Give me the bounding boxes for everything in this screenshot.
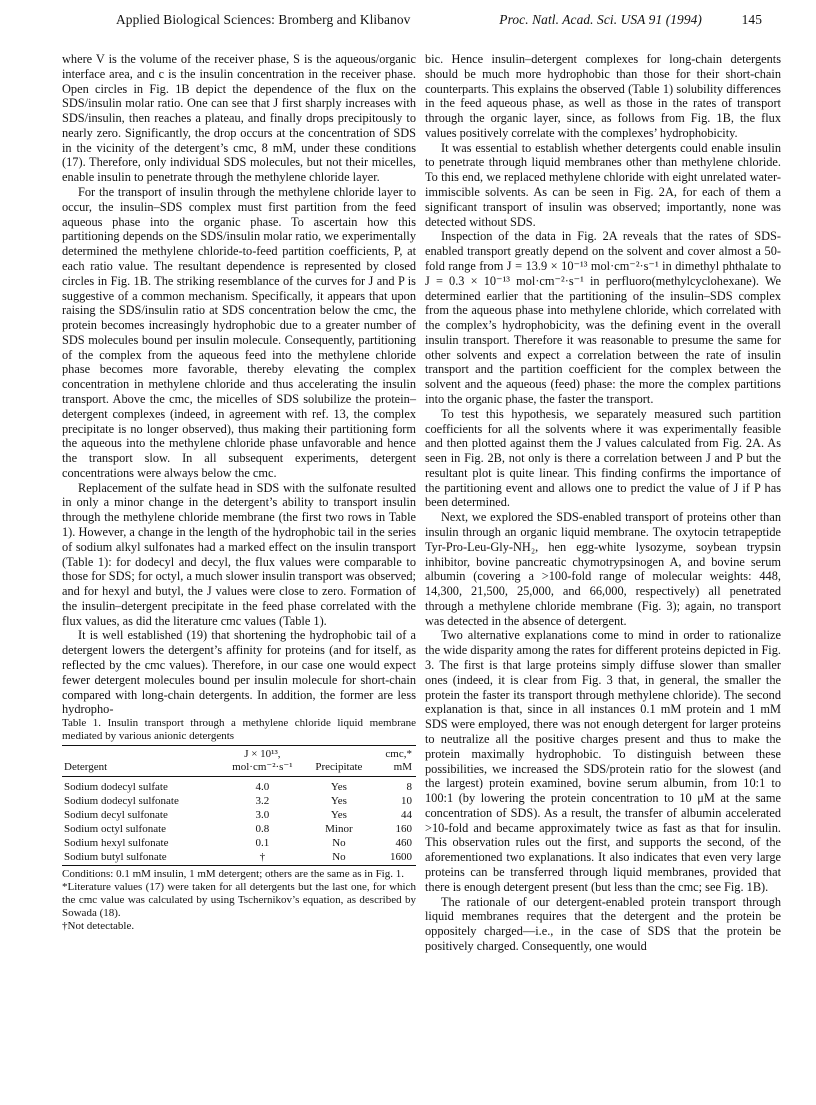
paragraph: The rationale of our detergent-enabled protein transport through liquid membranes requires that the detergent and the protein be oppositely charged—i.e., in the case of SDS that the protein be positively charged. Consequently, one would — [425, 894, 781, 953]
header-precipitate: Precipitate — [305, 746, 373, 777]
paragraph: where V is the volume of the receiver phase, S is the aqueous/organic interface area, and c is the insulin concentration in the receiver phase. Open circles in Fig. 1B depict the dependence of the flux on the SDS/insulin molar ratio. One can see that J first sharply increases with SDS/insulin, then reaches a plateau, and finally drops precipitously to nearly zero. Significantly, the drop occurs at the concentration of SDS in the vicinity of the detergent’s cmc, 8 mM, under these conditions (17). Therefore, only individual SDS molecules, but not their micelles, enable insulin to penetrate through the methylene chloride layer. — [62, 52, 416, 185]
cell-cmc: 460 — [395, 837, 412, 850]
header-flux — [220, 746, 305, 777]
table-1 — [62, 745, 416, 866]
paragraph: Two alternative explanations come to mind in order to rationalize the wide disparity among the rates for different proteins depicted in Fig. 3. The first is that large proteins simply diffuse slower than smaller ones (indeed, it is clear from Fig. 3 that, in general, the smaller the protein the faster its transport through methylene chloride). The second explanation is that, since in all instances 0.1 mM protein and 1 mM SDS were employed, there was not enough detergent for larger proteins to neutralize all the positive charges present and thus to make the protein maximally hydrophobic. To distinguish between these possibilities, we increased the SDS/protein ratio for the slowest (and the largest) protein examined, bovine serum albumin, from 10:1 to 100:1 (by lowering the protein concentration to 10 μM at the same concentration of SDS). As a result, the transfer of albumin accelerated >10-fold and became approximately twice as fast as that for insulin. This observation rules out the first, and supports the second, of the aforementioned two explanations. It also indicates that even very large proteins can be transferred through liquid membranes, provided that there is enough detergent present (but less than the cmc; see Fig. 1B). — [425, 628, 781, 894]
cell-flux: 0.1 — [255, 837, 270, 850]
cell-cmc: 1600 — [390, 851, 412, 864]
cell-precipitate: Yes — [330, 808, 347, 821]
cell-flux: † — [259, 851, 266, 864]
cell-detergent: Sodium dodecyl sulfonate — [64, 794, 179, 807]
running-header-left: Applied Biological Sciences: Bromberg and Klibanov — [116, 12, 411, 27]
header-cmc — [373, 746, 416, 777]
table-row — [62, 777, 416, 795]
page-number: 145 — [741, 12, 762, 27]
cell-precipitate: No — [332, 837, 346, 850]
header-detergent: Detergent — [62, 746, 220, 777]
cell-precipitate: Minor — [325, 822, 353, 835]
table-row — [62, 851, 416, 866]
cell-detergent: Sodium butyl sulfonate — [64, 851, 167, 864]
paragraph: To test this hypothesis, we separately measured such partition coefficients for all the solvents where it was experimentally feasible and then plotted against them the J values calculated from Fig. 2A. As seen in Fig. 2B, not only is there a correlation between J and P but the resultant plot is quite linear. This finding confirms the importance of the partitioning event and allows one to predict the value of J if P has been determined. — [425, 406, 781, 510]
cell-precipitate: Yes — [330, 780, 347, 793]
paragraph: It is well established (19) that shortening the hydrophobic tail of a detergent lowers the detergent’s affinity for proteins (and for itself, as reflected by the cmc values). Therefore, in our case one would expect fewer detergent molecules bound per insulin molecule for short-chain compared with long-chain detergents. In addition, the former are less hydropho- — [62, 628, 416, 717]
cell-flux: 0.8 — [255, 822, 270, 835]
table-footnotes — [62, 868, 416, 933]
table-row — [62, 794, 416, 808]
table-row — [62, 808, 416, 822]
paragraph: For the transport of insulin through the methylene chloride layer to occur, the insulin–SDS complex must first partition from the feed aqueous phase into the organic phase. To ascertain how this partitioning depends on the SDS/insulin molar ratio, we experimentally determined the methylene chloride-to-feed partition coefficients, P, at each ratio value. The resultant dependence is represented by closed circles in Fig. 1B. The striking resemblance of the curves for J and P is suggestive of a common mechanism. Specifically, it appears that upon raising the SDS/insulin ratio at SDS concentration below the cmc, the protein becomes increasingly hydrophobic due to a greater number of SDS molecules bound per insulin molecule. Consequently, partitioning of the complex from the aqueous feed into the methylene chloride phase becomes more favorable, thereby elevating the complex concentration in methylene chloride and thus accelerating the insulin transport. Above the cmc, the micelles of SDS solubilize the protein–detergent complexes (indeed, in agreement with ref. 13, the complex precipitate is no longer observed), thus making their partitioning form the aqueous into the methylene chloride phase unfavorable and hence the transport slow. In all subsequent experiments, detergent concentrations were always below the cmc. — [62, 185, 416, 480]
paragraph: It was essential to establish whether detergents could enable insulin to penetrate through liquid membranes other than methylene chloride. To this end, we replaced methylene chloride with eight unrelated water-immiscible solvents. As can be seen in Fig. 2A, for each of them a significant transport of insulin was observed; importantly, none was detected without SDS. — [425, 140, 781, 229]
table-header-row — [62, 746, 416, 777]
paragraph: Replacement of the sulfate head in SDS with the sulfonate resulted in only a minor change in the detergent’s ability to transport insulin through the methylene chloride membrane (the first two rows in Table 1). However, a change in the length of the hydrophobic tail in the series of sodium alkyl sulfonates had a marked effect on the insulin transport (Table 1): for dodecyl and decyl, the flux values were comparable to those for SDS; for octyl, a much slower insulin transport was observed; and for hexyl and butyl, the J values were close to zero. Formation of the insulin–detergent precipitate in the feed phase correlated with the flux values, as did the literature cmc values (Table 1). — [62, 480, 416, 628]
cell-cmc: 160 — [395, 822, 412, 835]
cell-detergent: Sodium dodecyl sulfate — [64, 780, 168, 793]
paragraph: Inspection of the data in Fig. 2A reveals that the rates of SDS-enabled transport greatly depend on the solvent and cover almost a 50-fold range from J = 13.9 × 10⁻¹³ mol·cm⁻²·s⁻¹ in dimethyl phthalate to J = 0.3 × 10⁻¹³ mol·cm⁻²·s⁻¹ in perfluoro(methylcyclohexane). We determined earlier that the partitioning of the insulin–SDS complex from the aqueous phase into methylene chloride, which correlated with the complex’s hydrophobicity, was the defining event in the overall insulin transport. Therefore it was reasonable to presume the same for other solvents and expect a correlation between the rate of insulin transport and the partition coefficient for the complex between the solvent and the aqueous (feed) phase: the more the complex partitions into the organic phase, the faster the transport. — [425, 229, 781, 406]
cell-detergent: Sodium decyl sulfonate — [64, 808, 168, 821]
cell-cmc: 44 — [401, 808, 412, 821]
cell-detergent: Sodium hexyl sulfonate — [64, 837, 169, 850]
header-flux-line1: J × 10¹³, — [244, 748, 281, 761]
running-header — [62, 12, 762, 32]
cell-precipitate: Yes — [330, 794, 347, 807]
cell-cmc: 10 — [401, 794, 412, 807]
table-row — [62, 837, 416, 851]
cell-detergent: Sodium octyl sulfonate — [64, 822, 167, 835]
cell-precipitate: No — [332, 851, 346, 864]
cell-cmc: 8 — [406, 780, 412, 793]
footnote-star: *Literature values (17) were taken for all detergents but the last one, for which the cmc value was calculated by using Tschernikov’s equation, as described by Sowada (18). — [62, 880, 416, 919]
left-column — [62, 52, 416, 933]
header-cmc-line2: mM — [393, 761, 412, 774]
table-caption: Table 1. Insulin transport through a methylene chloride liquid membrane mediated by various anionic detergents — [62, 717, 416, 743]
header-flux-line2: mol·cm⁻²·s⁻¹ — [232, 761, 293, 774]
cell-flux: 4.0 — [255, 780, 270, 793]
paragraph: bic. Hence insulin–detergent complexes for long-chain detergents should be much more hydrophobic than those for their short-chain counterparts. This explains the observed (Table 1) solubility differences in the feed aqueous phase, as well as those in the rates of transport through the organic layer, since, as follows from Fig. 1B, the flux values positively correlate with the complexes’ hydrophobicity. — [425, 52, 781, 140]
right-column — [425, 52, 781, 954]
footnote-dagger: †Not detectable. — [62, 919, 135, 932]
header-cmc-line1: cmc,* — [385, 748, 412, 761]
table-row — [62, 822, 416, 836]
running-header-journal: Proc. Natl. Acad. Sci. USA 91 (1994) — [499, 12, 702, 27]
cell-flux: 3.2 — [255, 794, 270, 807]
footnote-conditions: Conditions: 0.1 mM insulin, 1 mM detergent; others are the same as in Fig. 1. — [62, 867, 404, 880]
cell-flux: 3.0 — [255, 808, 270, 821]
paragraph: Next, we explored the SDS-enabled transport of proteins other than insulin through an organic liquid membrane. The oxytocin tetrapeptide Tyr-Pro-Leu-Gly-NH₂, hen egg-white lysozyme, soybean trypsin inhibitor, bovine pancreatic chymotrypsinogen A, and bovine serum albumin (covering a >100-fold range of molecular weights: 448, 14,300, 21,500, 25,000, and 66,000, respectively) all penetrated through a methylene chloride membrane (Fig. 3); again, no transport was detected in the absence of detergent. — [425, 510, 781, 628]
